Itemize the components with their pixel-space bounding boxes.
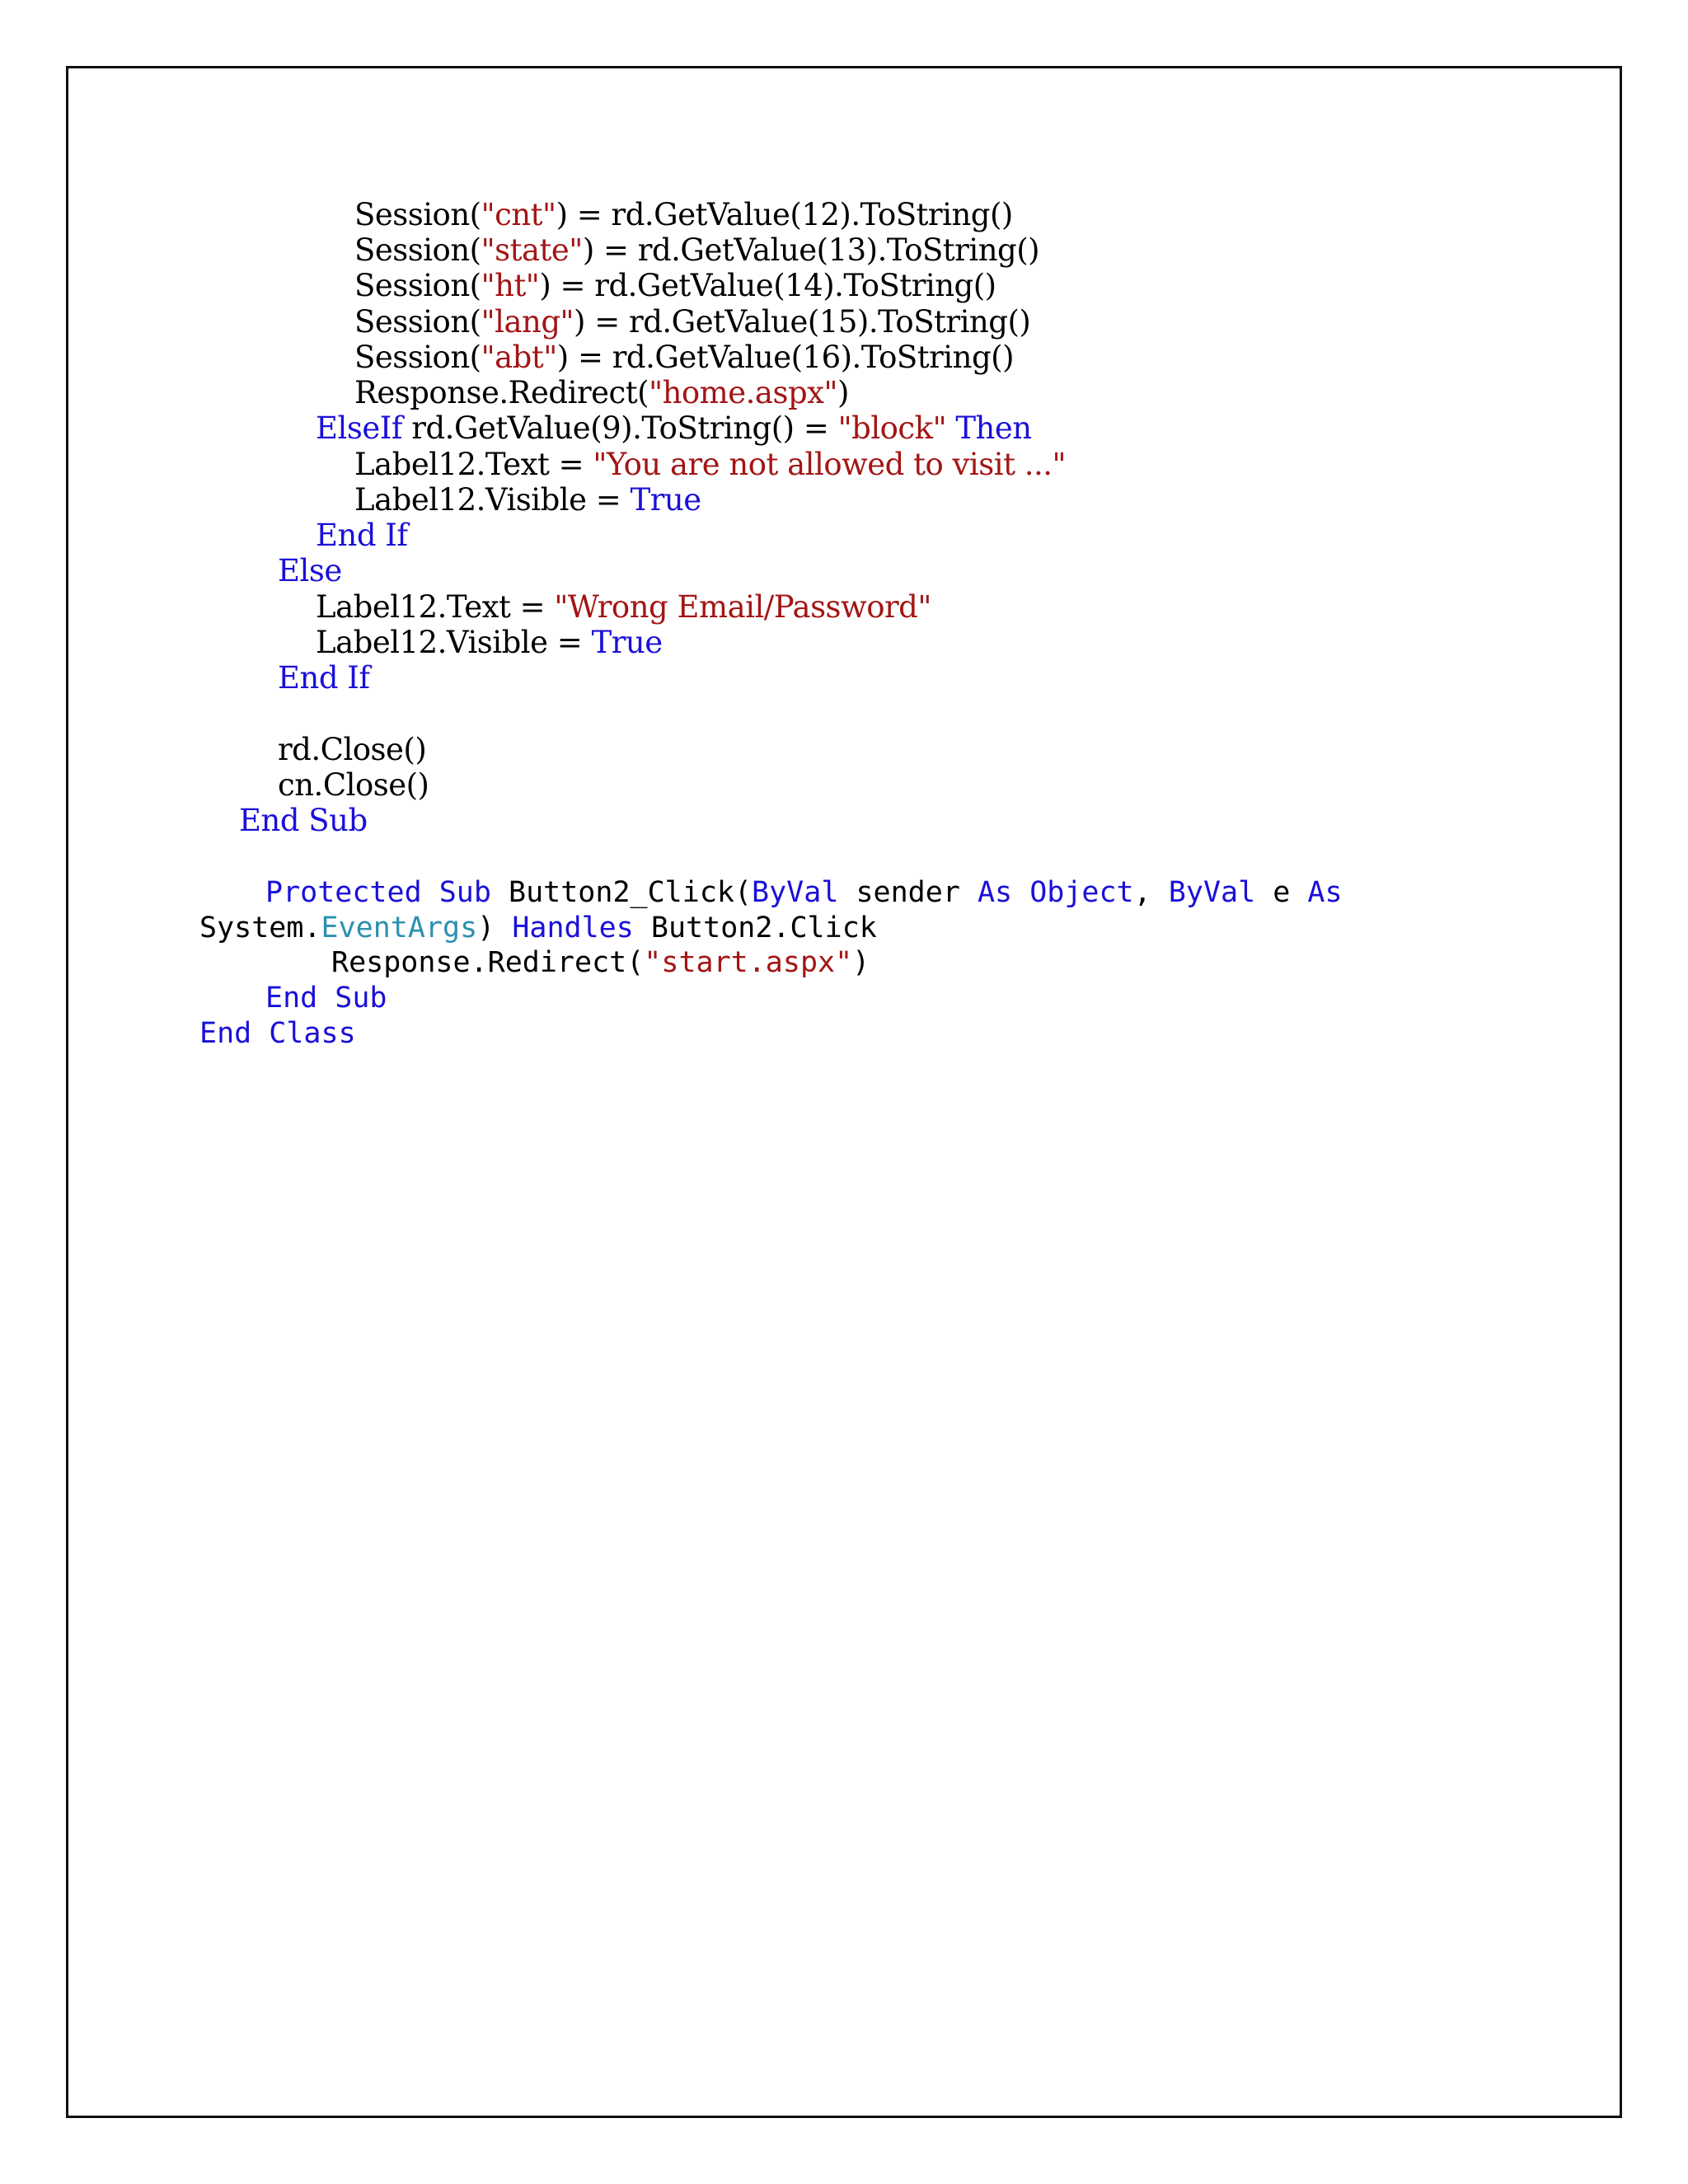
code-token: ): [837, 375, 849, 410]
code-line-end-sub-1: End Sub: [239, 803, 368, 838]
code-token: Session(: [354, 340, 481, 375]
keyword: ElseIf: [316, 410, 403, 446]
code-line-session-lang: [354, 304, 1031, 340]
type-name: EventArgs: [321, 912, 478, 944]
code-token: Label12.Visible =: [316, 625, 592, 660]
string-literal: "Wrong Email/Password": [554, 589, 931, 625]
string-literal: "home.aspx": [649, 375, 838, 410]
code-line-end-if-outer: End If: [278, 660, 370, 696]
string-literal: "You are not allowed to visit ...": [593, 447, 1067, 482]
code-token: Label12.Text =: [316, 589, 555, 625]
code-token: rd.GetValue(9).ToString() =: [402, 410, 838, 446]
code-line-end-if-inner: End If: [316, 518, 408, 553]
code-token: e: [1255, 876, 1308, 909]
code-token: Response.Redirect(: [354, 375, 649, 410]
code-token: Button2.Click: [633, 912, 877, 944]
code-line-label-visible-2: [316, 627, 663, 658]
code-line-session-abt: [354, 342, 1014, 373]
code-line-end-sub-2: End Sub: [265, 982, 387, 1015]
code-line-button2-declaration-continued: [199, 914, 877, 943]
code-line-label-text-wrong: [316, 589, 931, 625]
code-line-label-visible-1: [354, 482, 701, 518]
code-line-label-text-not-allowed: [354, 449, 1066, 480]
code-line-else: Else: [278, 553, 342, 588]
code-token: System.: [199, 912, 321, 944]
code-token: Session(: [354, 197, 481, 232]
code-token: ) = rd.GetValue(16).ToString(): [556, 340, 1015, 375]
code-token: Label12.Text =: [354, 447, 593, 482]
code-line-redirect-start: [331, 946, 870, 979]
keyword: ByVal: [1168, 876, 1256, 909]
keyword: Object: [1029, 876, 1134, 909]
code-line-end-class: End Class: [199, 1017, 356, 1050]
string-literal: "start.aspx": [644, 946, 853, 979]
keyword: Then: [955, 410, 1032, 446]
code-token: Session(: [354, 232, 481, 268]
code-token: ): [477, 912, 513, 944]
code-token: ) = rd.GetValue(12).ToString(): [556, 197, 1013, 232]
string-literal: "cnt": [481, 197, 556, 232]
keyword: As: [1307, 876, 1343, 909]
code-line-rd-close: rd.Close(): [278, 732, 427, 767]
code-token: [946, 410, 955, 446]
code-token: Response.Redirect(: [331, 946, 645, 979]
keyword: Handles: [512, 912, 634, 944]
code-token: ) = rd.GetValue(15).ToString(): [574, 304, 1031, 340]
keyword: Sub: [438, 876, 491, 909]
keyword: True: [591, 625, 663, 660]
code-line-cn-close: cn.Close(): [278, 767, 429, 803]
code-token: ) = rd.GetValue(13).ToString(): [582, 232, 1040, 268]
keyword: True: [630, 482, 701, 518]
string-literal: "ht": [481, 268, 540, 303]
code-token: ): [852, 946, 870, 979]
keyword: As: [977, 876, 1013, 909]
code-line-session-ht: [354, 270, 996, 301]
keyword: ByVal: [752, 876, 839, 909]
code-line-redirect-home: [354, 377, 849, 408]
code-token: Session(: [354, 268, 481, 303]
code-line-session-cnt: [354, 199, 1013, 230]
string-literal: "lang": [481, 304, 574, 340]
keyword: Protected: [265, 876, 422, 909]
code-line-elseif: [316, 410, 1032, 446]
string-literal: "block": [837, 410, 947, 446]
code-token: Button2_Click(: [490, 876, 753, 909]
code-line-button2-declaration: [265, 876, 1343, 909]
code-line-session-state: [354, 232, 1040, 268]
code-token: ) = rd.GetValue(14).ToString(): [539, 268, 996, 303]
string-literal: "state": [481, 232, 583, 268]
code-token: Session(: [354, 304, 481, 340]
code-token: ,: [1133, 876, 1169, 909]
code-token: Label12.Visible =: [354, 482, 631, 518]
code-token: sender: [838, 876, 978, 909]
string-literal: "abt": [481, 340, 557, 375]
